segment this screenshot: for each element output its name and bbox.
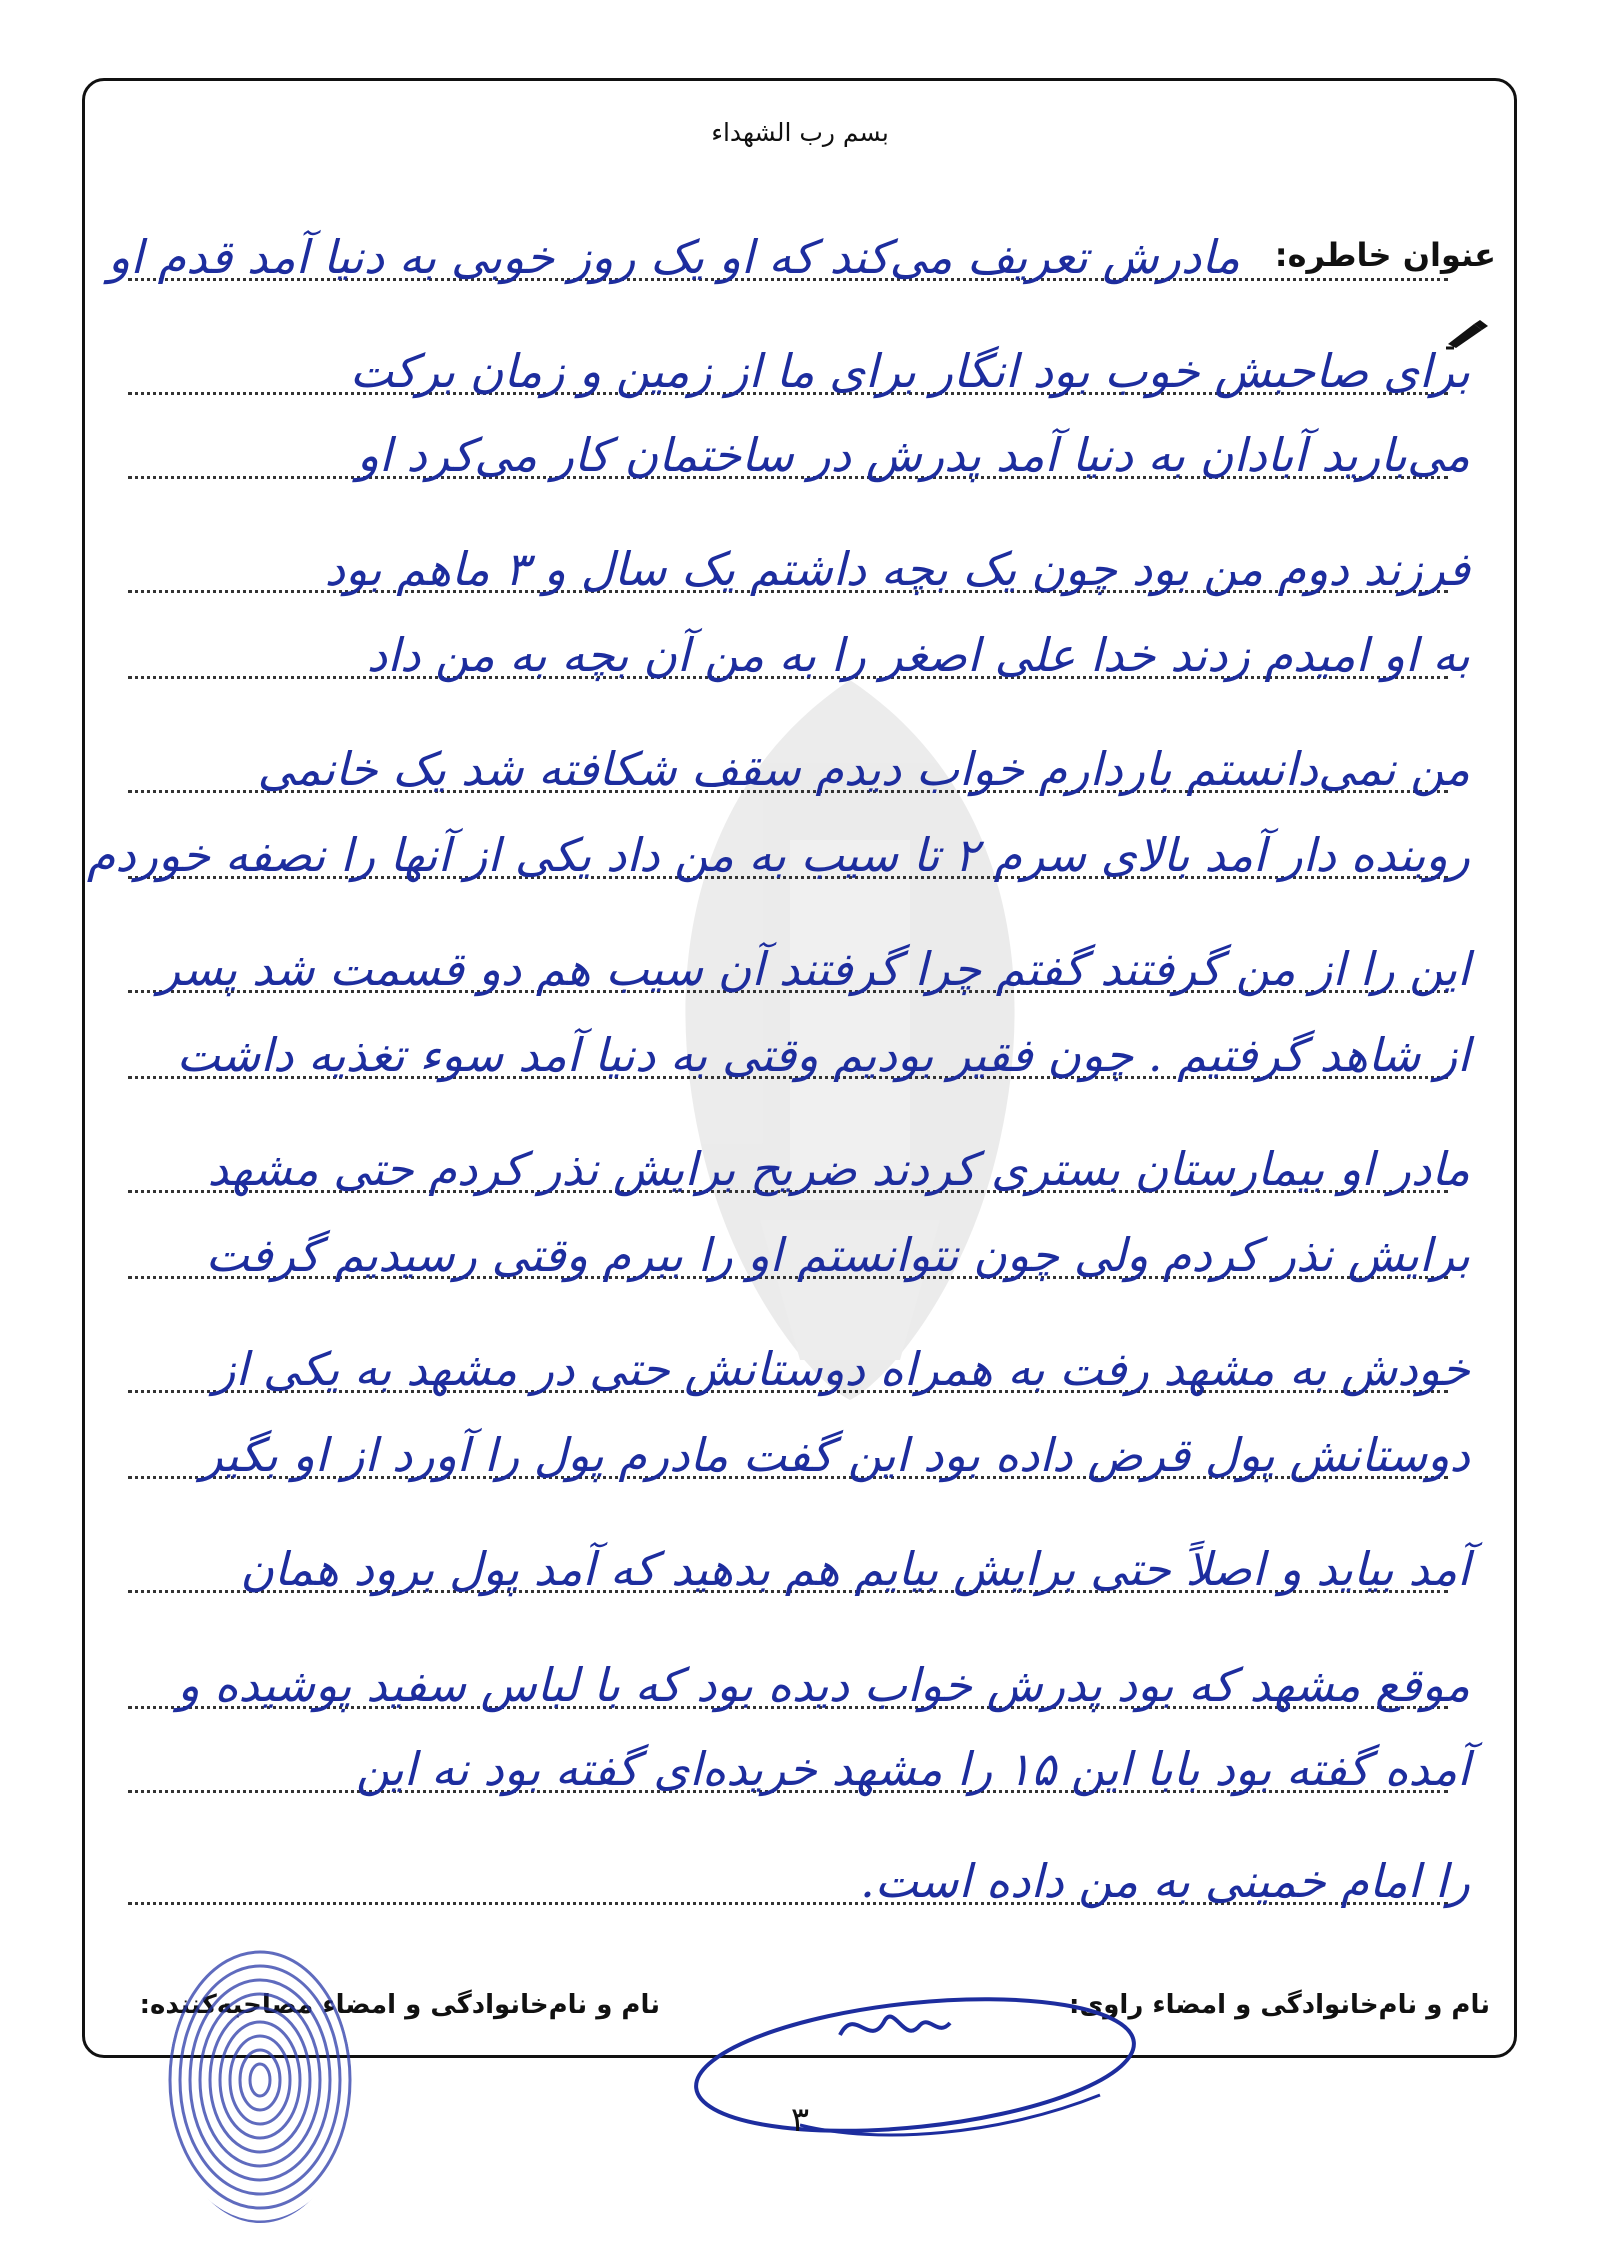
interviewer-signature-label: نام و نام‌خانوادگی و امضاء مصاحبه‌کننده: <box>139 1990 660 2020</box>
fingerprint-mark <box>160 1940 360 2230</box>
handwritten-line: آمد بیاید و اصلاً حتی برایش بیایم هم بدهید که آمد پول برود همان <box>240 1542 1470 1596</box>
handwritten-line: برای صاحبش خوب بود انگار برای ما از زمین و زمان برکت <box>349 344 1470 398</box>
narrator-signature-label: نام و نام‌خانوادگی و امضاء راوی: <box>1069 1990 1490 2020</box>
handwritten-line: روبنده دار آمد بالای سرم ۲ تا سیب به من داد یکی از آنها را نصفه خوردم <box>86 828 1470 882</box>
handwritten-line: را امام خمینی به من داده است. <box>860 1854 1470 1908</box>
handwritten-line: مادر او بیمارستان بستری کردند ضریح برایش نذر کردم حتی مشهد <box>207 1142 1470 1196</box>
handwritten-line: به او امیدم زدند خدا علی اصغر را به من آن بچه به من داد <box>366 628 1470 682</box>
handwritten-line: موقع مشهد که بود پدرش خواب دیده بود که با لباس سفید پوشیده و <box>177 1658 1470 1712</box>
page-number: ۳ <box>790 2100 810 2140</box>
handwritten-line: فرزند دوم من بود چون یک بچه داشتم یک سال و ۳ ماهم بود <box>324 542 1470 596</box>
handwritten-line: مادرش تعریف می‌کند که او یک روز خوبی به دنیا آمد قدم او <box>107 230 1240 284</box>
invocation-heading: بسم رب الشهداء <box>711 118 889 147</box>
handwritten-line: این را از من گرفتند گفتم چرا گرفتند آن سیب هم دو قسمت شد پسر <box>158 942 1470 996</box>
handwritten-line: خودش به مشهد رفت به همراه دوستانش حتی در مشهد به یکی از <box>213 1342 1470 1396</box>
handwritten-line: از شاهد گرفتیم . چون فقیر بودیم وقتی به دنیا آمد سوء تغذیه داشت <box>176 1028 1470 1082</box>
memoir-title-label: عنوان خاطره: <box>1274 236 1496 274</box>
handwritten-line: برایش نذر کردم ولی چون نتوانستم او را ببرم وقتی رسیدیم گرفت <box>205 1228 1470 1282</box>
handwritten-line: می‌بارید آبادان به دنیا آمد پدرش در ساختمان کار می‌کرد او <box>356 428 1470 482</box>
handwritten-line: من نمی‌دانستم باردارم خواب دیدم سقف شکافته شد یک خانمی <box>257 742 1470 796</box>
handwritten-line: آمده گفته بود بابا این ۱۵ را مشهد خریده‌ای گفته بود نه این <box>355 1742 1470 1796</box>
handwritten-line: دوستانش پول قرض داده بود این گفت مادرم پول را آورد از او بگیر <box>200 1428 1470 1482</box>
